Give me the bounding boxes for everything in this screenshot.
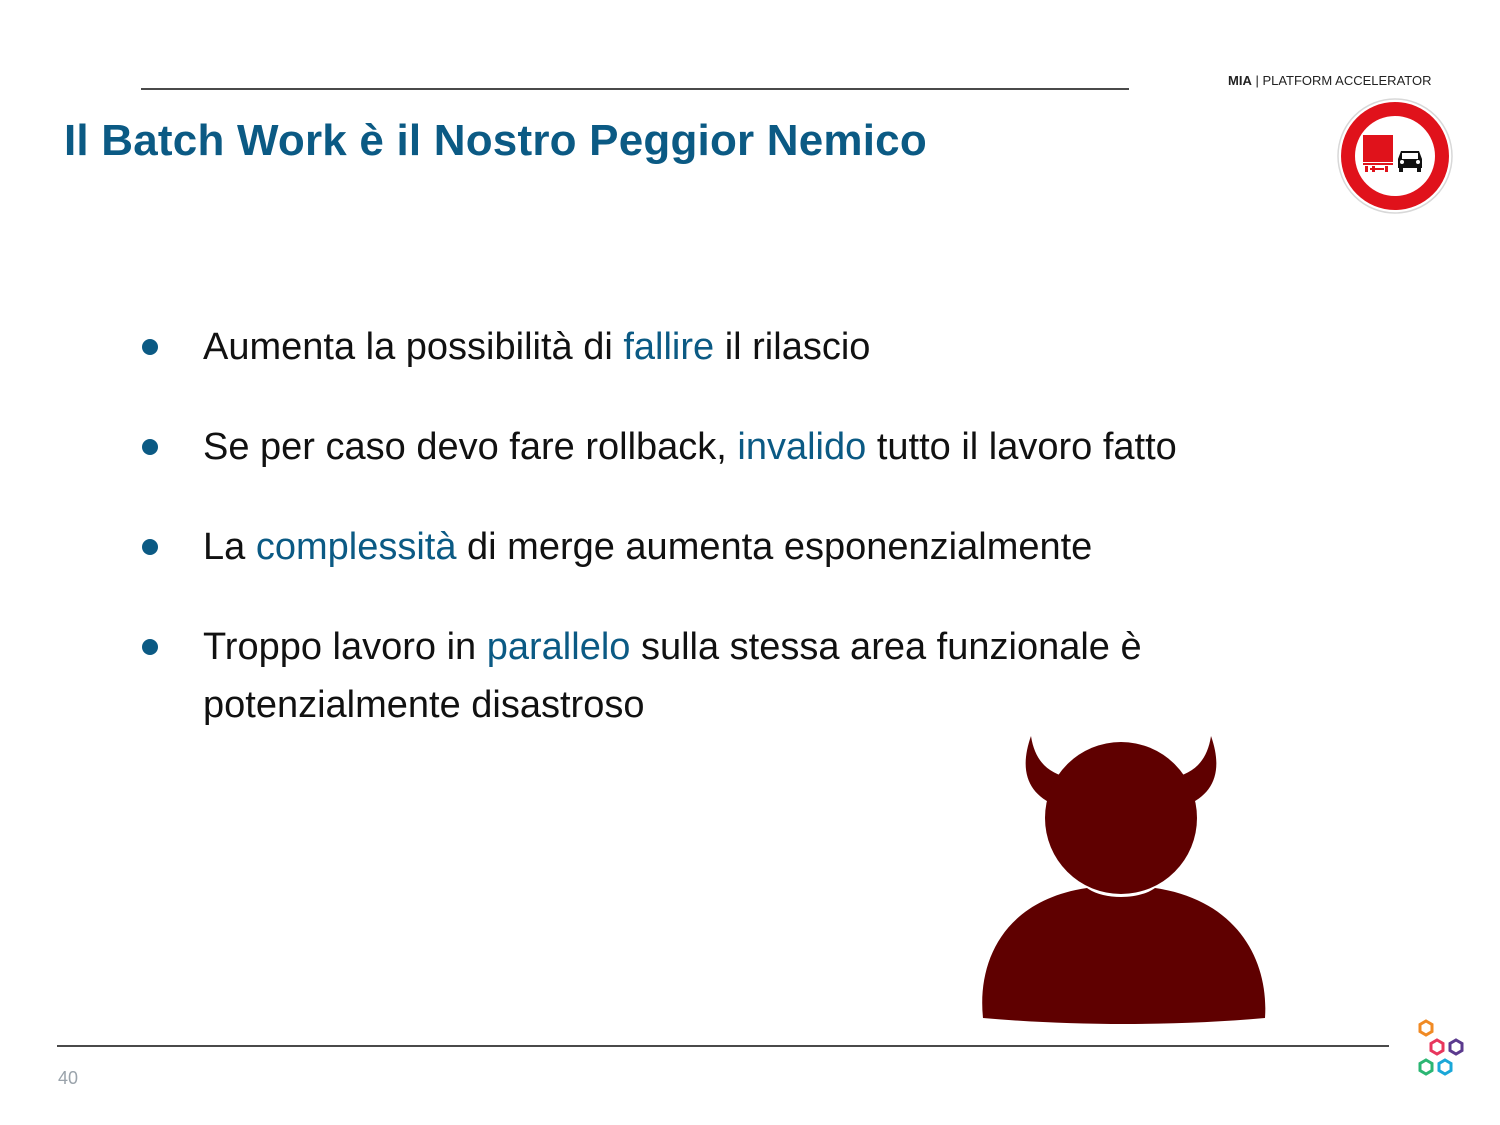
bullet-highlight: fallire xyxy=(623,326,715,368)
header-rule xyxy=(141,88,1129,90)
footer-rule xyxy=(57,1045,1389,1047)
no-overtaking-trucks-sign-icon xyxy=(1337,98,1453,214)
bullet-list xyxy=(140,318,1320,776)
bullet-dot xyxy=(142,539,158,555)
bullet-text: Se per caso devo fare rollback, xyxy=(203,426,738,468)
bullet-text: Aumenta la possibilità di xyxy=(203,326,624,368)
slide-title: Il Batch Work è il Nostro Peggior Nemico xyxy=(64,116,927,165)
bullet-highlight: parallelo xyxy=(486,626,631,668)
bullet-item xyxy=(140,418,1320,476)
bullet-text: tutto il lavoro fatto xyxy=(866,426,1177,468)
bullet-highlight: invalido xyxy=(737,426,867,468)
hexagon-cluster-logo-icon xyxy=(1412,1018,1470,1080)
brand-tagline: | PLATFORM ACCELERATOR xyxy=(1251,73,1432,88)
bullet-text: il rilascio xyxy=(714,326,871,368)
brand-name: MIA xyxy=(1228,73,1252,88)
page-number: 40 xyxy=(58,1068,79,1088)
bullet-dot xyxy=(142,439,158,455)
bullet-text: La xyxy=(203,526,256,568)
bullet-item xyxy=(140,518,1320,576)
bullet-dot xyxy=(142,339,158,355)
bullet-text: Troppo lavoro in xyxy=(203,626,487,668)
bullet-dot xyxy=(142,639,158,655)
devil-person-icon xyxy=(975,730,1275,1030)
bullet-item xyxy=(140,318,1320,376)
bullet-text: sulla stessa area funzionale è potenzialmente disastroso xyxy=(203,626,1142,726)
bullet-item xyxy=(140,618,1320,734)
bullet-text: di merge aumenta esponenzialmente xyxy=(456,526,1093,568)
brand-label xyxy=(1228,73,1458,88)
bullet-highlight: complessità xyxy=(255,526,457,568)
